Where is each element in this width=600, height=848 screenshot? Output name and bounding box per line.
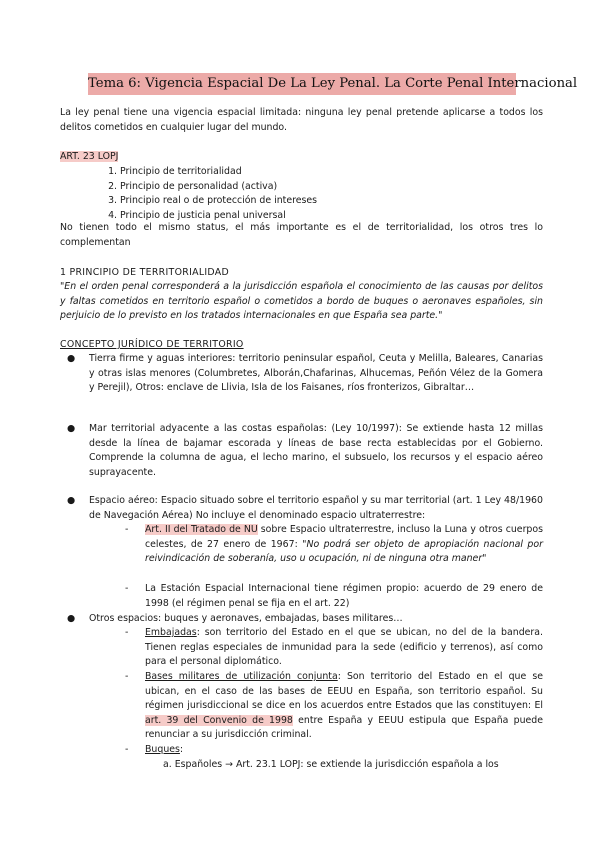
bullet-text: Espacio aéreo: Espacio situado sobre el territorio español y su mar territorial (art. 1 Ley 48/1960 de Navegación Aérea) No incluye el denominado espacio ultraterrestre: — [89, 495, 543, 521]
bases-highlight: art. 39 del Convenio de 1998 — [145, 714, 293, 726]
list-item: 1. Principio de territorialidad — [120, 165, 543, 180]
section1-quote: "En el orden penal corresponderá a la jurisdicción española el conocimiento de las causas por delitos y faltas cometidos en territorio español o cometidos a bordo de buques o aeronaves españoles, sin perjuicio de lo previsto en los tratados internacionales en que España sea parte." — [60, 281, 543, 321]
aereo-sub-tratado — [125, 523, 544, 567]
tratado-quote: "No podrá ser objeto de apropiación nacional por reivindicación de soberanía, uso u ocupación, ni de ninguna otra maner" — [145, 538, 543, 564]
dash-icon: - — [125, 583, 129, 594]
otros-sub-bases — [125, 670, 544, 743]
bases-text2: entre España y EEUU estipula que España puede renunciar a su jurisdicción criminal. — [145, 714, 544, 740]
buques-label: Buques — [145, 744, 180, 755]
bullet-text: Tierra firme y aguas interiores: territorio peninsular español, Ceuta y Melilla, Baleares, Canarias y otras islas menores (Columbretes, Alborán,Chafarinas, Alhucemas, Peñón Vélez de la Gomera y Perejil), Otros: enclave de Llivia, Isla de los Faisanes, ríos fronterizos, Gibraltar… — [89, 353, 543, 393]
dash-icon: - — [125, 627, 129, 638]
tratado-highlight: Art. II del Tratado de NU — [145, 524, 258, 535]
page-title: Tema 6: Vigencia Espacial De La Ley Penal. La Corte Penal Internacional — [88, 73, 516, 95]
bullet-text: Otros espacios: buques y aeronaves, embajadas, bases militares… — [89, 613, 403, 624]
dash-icon: - — [125, 524, 129, 535]
bullet-otros — [67, 612, 543, 627]
art-heading: ART. 23 LOPJ — [60, 151, 119, 162]
list-item: 4. Principio de justicia penal universal — [120, 209, 543, 224]
principles-list — [60, 165, 543, 223]
principles-note: No tienen todo el mismo status, el más importante es el de territorialidad, los otros tres lo complementan — [60, 222, 543, 248]
list-item: 3. Principio real o de protección de intereses — [120, 194, 543, 209]
buques-item-a: a. Españoles → Art. 23.1 LOPJ: se extiende la jurisdicción española a los — [163, 759, 499, 770]
embajadas-text: : son territorio del Estado en el que se ubican, no del de la bandera. Tienen reglas especiales de inmunidad para la sede (edificio y terrenos), así como para el personal diplomático. — [145, 627, 543, 667]
bullet-icon: ● — [67, 613, 76, 624]
concept-heading: CONCEPTO JURÍDICO DE TERRITORIO — [60, 339, 244, 350]
bases-text: : Son territorio del Estado en el que se ubican, en el caso de las bases de EEUU en España, son territorio español. Su régimen jurisdiccional se dice en los acuerdos entre Estados que las constituyen: El — [145, 671, 544, 711]
art-heading-row — [60, 150, 543, 165]
section1-heading: 1 PRINCIPIO DE TERRITORIALIDAD — [60, 267, 230, 278]
bullet-icon: ● — [67, 353, 76, 364]
otros-sub-buques — [125, 743, 543, 758]
bullet-icon: ● — [67, 495, 76, 506]
bullet-aereo — [67, 494, 543, 523]
bases-label: Bases militares de utilización conjunta — [145, 671, 338, 682]
tratado-text: sobre Espacio ultraterrestre, incluso la Luna y otros cuerpos celestes, de 27 enero de 1967: — [145, 524, 544, 550]
estacion-text: La Estación Espacial Internacional tiene régimen propio: acuerdo de 29 enero de 1998 (el régimen penal se fija en el art. 22) — [145, 583, 543, 609]
list-item: 2. Principio de personalidad (activa) — [120, 180, 543, 195]
bullet-mar — [67, 422, 543, 480]
intro-paragraph: La ley penal tiene una vigencia espacial limitada: ninguna ley penal pretende aplicarse a todos los delitos cometidos en cualquier lugar del mundo. — [60, 107, 543, 133]
buques-colon: : — [179, 744, 184, 755]
embajadas-label: Embajadas — [145, 627, 197, 638]
bullet-tierra — [67, 352, 543, 396]
bullet-icon: ● — [67, 423, 76, 434]
dash-icon: - — [125, 744, 129, 755]
otros-sub-embajadas — [125, 626, 543, 670]
dash-icon: - — [125, 671, 129, 682]
aereo-sub-estacion — [125, 582, 543, 611]
bullet-text: Mar territorial adyacente a las costas españolas: (Ley 10/1997): Se extiende hasta 12 millas desde la línea de bajamar escorada y líneas de base recta establecidas por el Gobierno. Comprende la columna de agua, el lecho marino, el subsuelo, los recursos y el espacio aéreo suprayacente. — [89, 423, 543, 478]
